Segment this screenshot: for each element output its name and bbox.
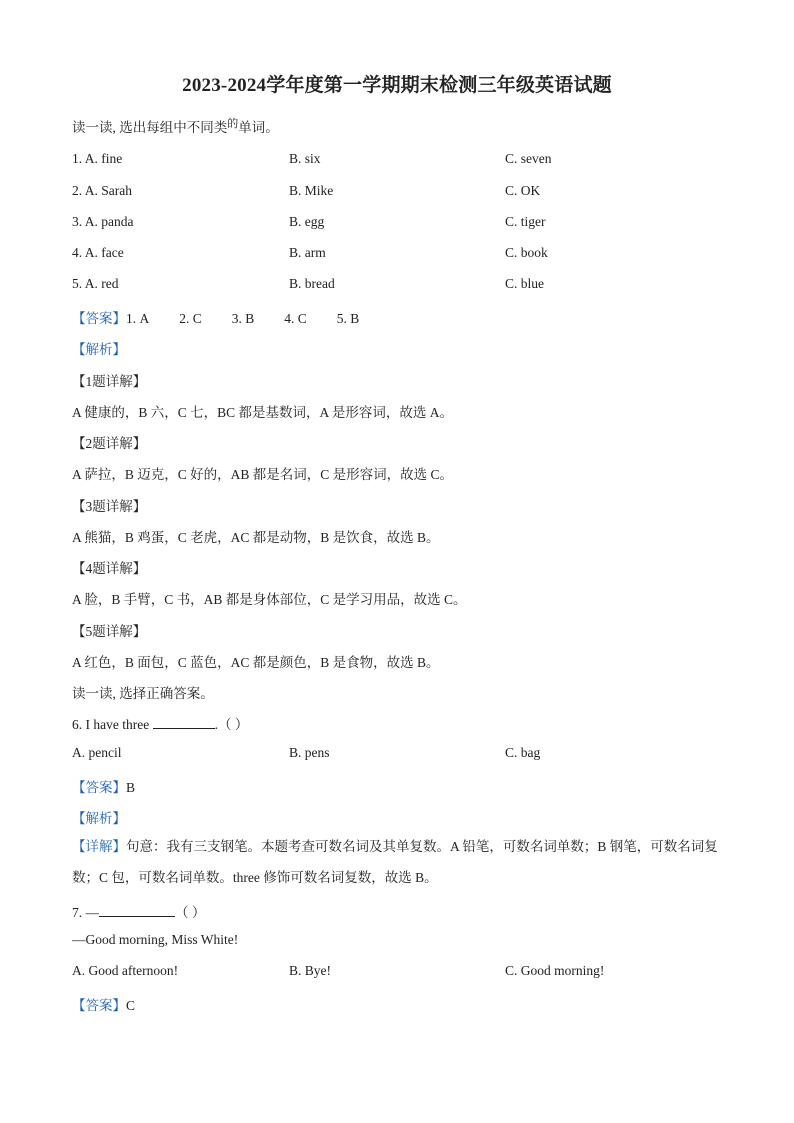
option-c: C. bag <box>505 745 541 760</box>
analysis-tag: 【解析】 <box>72 811 126 826</box>
option-a: 4. A. face <box>72 245 124 260</box>
option-a: 2. A. Sarah <box>72 183 132 198</box>
detail-text: A 脸，B 手臂，C 书，AB 都是身体部位，C 是学习用品，故选 C。 <box>72 592 467 607</box>
answer-item: 2. C <box>179 311 202 326</box>
question-7-stem <box>72 901 205 921</box>
answer-item: 4. C <box>284 311 307 326</box>
option-c: C. tiger <box>505 214 546 229</box>
option-a: 1. A. fine <box>72 151 123 166</box>
option-c: C. seven <box>505 151 552 166</box>
answer-value: B <box>126 780 136 795</box>
q7-answer <box>72 994 135 1014</box>
question-7-reply: —Good morning, Miss White! <box>72 932 239 947</box>
stem-text: 7. — <box>72 905 99 920</box>
detail-text: A 萨拉，B 迈克，C 好的，AB 都是名词，C 是形容词，故选 C。 <box>72 467 454 482</box>
answer-item: 3. B <box>231 311 255 326</box>
option-b: B. bread <box>289 276 335 291</box>
detail-tag: 【详解】 <box>72 839 126 854</box>
detail-heading: 【2题详解】 <box>72 436 147 451</box>
q6-detail <box>72 831 722 893</box>
question-6-stem <box>72 713 248 733</box>
detail-heading: 【5题详解】 <box>72 624 147 639</box>
detail-text: 句意：我有三支钢笔。本题考查可数名词及其单复数。A 铅笔，可数名词单数；B 钢笔，可数名词复数；C 包，可数名词单数。three 修饰可数名词复数，故选 B。 <box>72 839 718 885</box>
answer-tag: 【答案】 <box>72 311 126 326</box>
answer-tag: 【答案】 <box>72 780 126 795</box>
instruction-superscript: 的 <box>227 118 239 130</box>
answer-item: 5. B <box>336 311 360 326</box>
detail-heading: 【1题详解】 <box>72 374 147 389</box>
page-title: 2023-2024学年度第一学期期末检测三年级英语试题 <box>182 75 612 96</box>
option-b: B. six <box>289 151 321 166</box>
detail-text: A 熊猫，B 鸡蛋，C 老虎，AC 都是动物，B 是饮食，故选 B。 <box>72 530 440 545</box>
section1-instruction <box>72 116 279 136</box>
answers-line <box>72 307 359 327</box>
option-b: B. pens <box>289 745 330 760</box>
detail-heading: 【3题详解】 <box>72 499 147 514</box>
option-a: 3. A. panda <box>72 214 134 229</box>
stem-paren: .（ ） <box>214 717 249 732</box>
option-b: B. Mike <box>289 183 334 198</box>
stem-text: 6. I have three <box>72 717 150 732</box>
detail-text: A 红色，B 面包，C 蓝色，AC 都是颜色，B 是食物，故选 B。 <box>72 655 440 670</box>
stem-paren: （ ） <box>175 905 206 920</box>
option-b: B. Bye! <box>289 963 331 978</box>
analysis-tag: 【解析】 <box>72 342 126 357</box>
detail-heading: 【4题详解】 <box>72 561 147 576</box>
option-c: C. OK <box>505 183 541 198</box>
instruction-tail: 单词。 <box>238 120 279 135</box>
option-c: C. book <box>505 245 548 260</box>
option-a: A. Good afternoon! <box>72 963 179 978</box>
option-b: B. egg <box>289 214 325 229</box>
section2-instruction: 读一读, 选择正确答案。 <box>72 686 214 701</box>
option-a: 5. A. red <box>72 276 119 291</box>
answer-blank <box>153 716 215 729</box>
option-b: B. arm <box>289 245 326 260</box>
detail-text: A 健康的，B 六，C 七，BC 都是基数词，A 是形容词，故选 A。 <box>72 405 454 420</box>
answer-tag: 【答案】 <box>72 998 126 1013</box>
option-c: C. Good morning! <box>505 963 605 978</box>
option-c: C. blue <box>505 276 544 291</box>
q6-answer <box>72 776 135 796</box>
answer-item: 1. A <box>126 311 150 326</box>
answer-blank <box>99 904 175 917</box>
instruction-main: 读一读, 选出每组中不同类 <box>72 120 228 135</box>
option-a: A. pencil <box>72 745 122 760</box>
answer-value: C <box>126 998 136 1013</box>
